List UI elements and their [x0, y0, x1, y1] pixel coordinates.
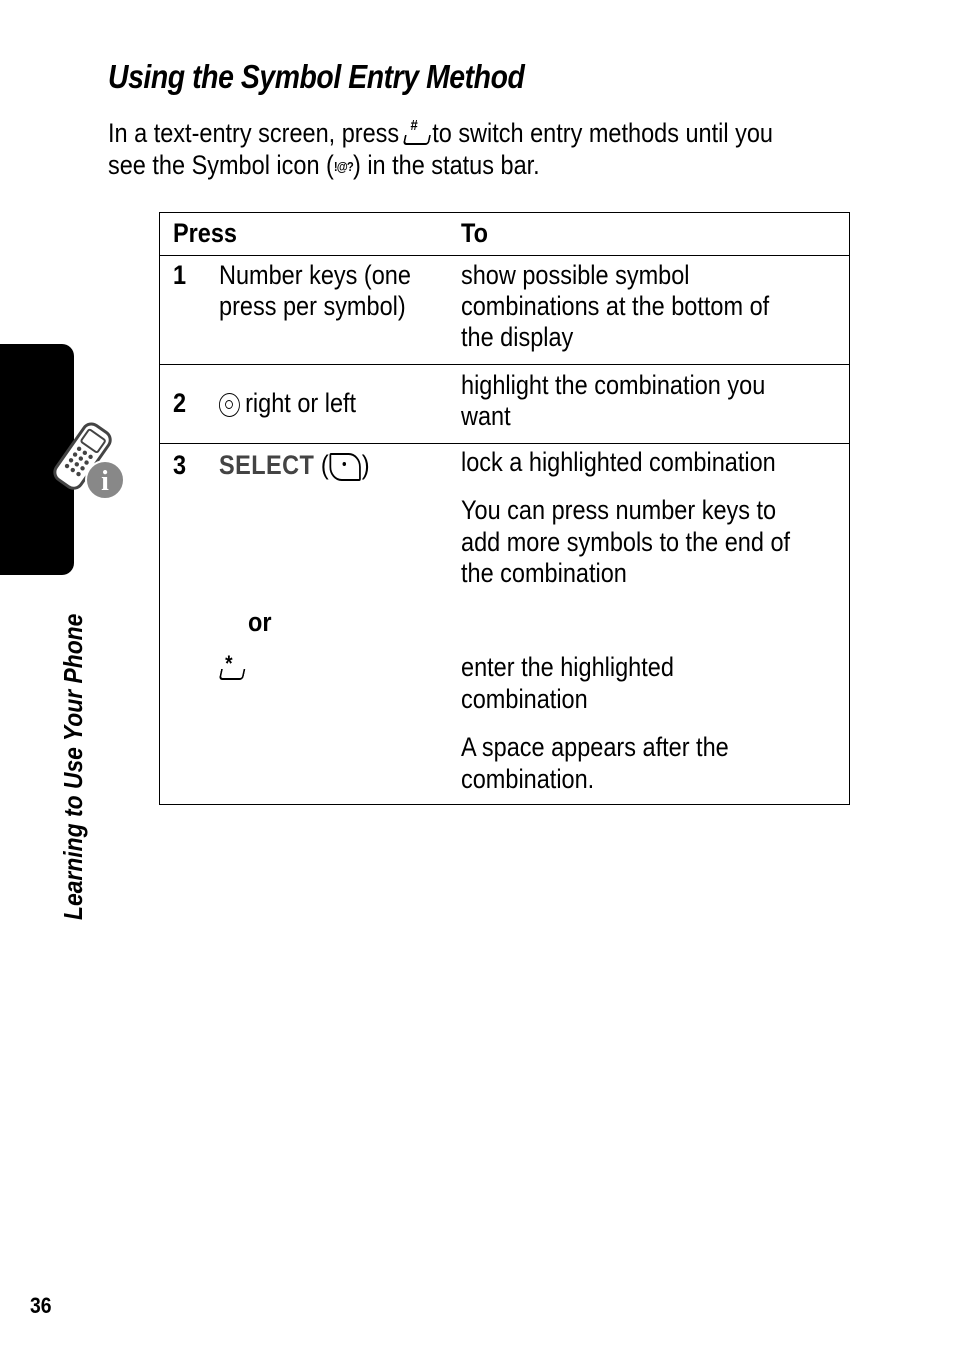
phone-info-icon: [40, 418, 130, 503]
select-soft-key-label: SELECT: [219, 450, 315, 480]
intro-text-2: to switch entry methods until you: [432, 118, 773, 148]
note-line: the combination: [461, 558, 627, 588]
to-cell-line: want: [461, 401, 511, 431]
hash-key-icon: #: [403, 122, 429, 148]
intro-text-3: see the Symbol icon (: [108, 150, 334, 180]
step-number: 3: [173, 450, 187, 480]
navigation-key-icon: [219, 393, 240, 417]
star-key-icon: *: [219, 652, 245, 682]
press-cell: SELECT ( ): [219, 450, 370, 480]
to-cell-line: enter the highlighted: [461, 652, 674, 682]
instruction-table: [159, 212, 850, 805]
table-row: [160, 365, 849, 444]
note-line: combination.: [461, 764, 595, 794]
step-number: 2: [173, 388, 187, 418]
step-number: 1: [173, 260, 187, 290]
press-cell: right or left: [219, 388, 356, 419]
table-row: [160, 255, 849, 365]
table-row: [160, 444, 849, 804]
intro-paragraph: [108, 117, 856, 183]
note-line: A space appears after the: [461, 732, 729, 762]
header-to: To: [461, 218, 488, 248]
page-number: 36: [30, 1293, 52, 1318]
intro-line-1: [108, 117, 856, 149]
to-cell-line: lock a highlighted combination: [461, 447, 776, 477]
press-cell: [219, 652, 245, 689]
info-letter: i: [101, 466, 109, 497]
intro-text-4: ) in the status bar.: [352, 150, 540, 180]
page-heading: Using the Symbol Entry Method: [108, 58, 525, 95]
to-cell-line: combinations at the bottom of: [461, 291, 770, 321]
to-cell-line: combination: [461, 684, 588, 714]
to-cell-line: highlight the combination you: [461, 370, 766, 400]
press-cell-line: Number keys (one: [219, 260, 411, 290]
to-cell-line: the display: [461, 322, 574, 352]
section-label: Learning to Use Your Phone: [58, 613, 88, 920]
note-line: add more symbols to the end of: [461, 527, 791, 557]
intro-text-1: In a text-entry screen, press: [108, 118, 400, 148]
note-line: You can press number keys to: [461, 495, 777, 525]
press-cell-line: press per symbol): [219, 291, 406, 321]
table-header: [160, 213, 849, 256]
right-soft-key-icon: [330, 453, 361, 481]
header-press: Press: [173, 218, 238, 248]
or-separator: or: [248, 607, 272, 637]
symbol-mode-icon: !@?: [333, 158, 353, 174]
to-cell-line: show possible symbol: [461, 260, 690, 290]
intro-line-2: [108, 149, 856, 183]
